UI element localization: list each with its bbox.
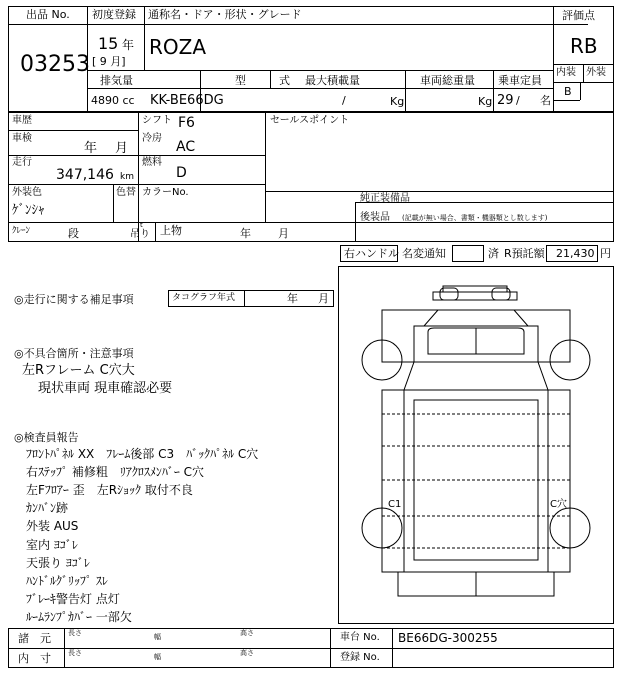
yen-unit: 円 <box>600 247 611 260</box>
specs-label: 諸 元 <box>18 632 51 645</box>
inspection-label: 車検 <box>12 133 32 144</box>
ext-color: ｹﾞﾝｼｬ <box>12 203 45 218</box>
total-weight-label: 車両総重量 <box>420 74 475 87</box>
car-name: ROZA <box>149 35 207 59</box>
defects-title: ◎不具合箇所・注意事項 <box>14 347 134 360</box>
lot-number: 03253 <box>20 52 90 77</box>
inspection-year: 年 <box>84 141 98 156</box>
deposit-amount: 21,430 <box>556 247 595 260</box>
interior-label: 内装 <box>556 67 576 78</box>
name-change-box <box>452 245 484 262</box>
inspection-month: 月 <box>115 141 129 156</box>
genuine-equipment-label: 純正装備品 <box>360 193 410 204</box>
type-label: 型 式 <box>235 74 290 87</box>
report-line: ｶﾝﾊﾞﾝ跡 <box>26 501 69 515</box>
rhd-label: 右ハンドル <box>344 247 399 260</box>
registration-label: 登録 No. <box>340 652 380 663</box>
capacity-unit: 名 <box>540 94 551 107</box>
inner-width-label: 幅 <box>154 653 161 661</box>
defect-line: 左Rフレーム C穴大 <box>22 363 135 378</box>
shift-label: シフト <box>142 115 172 126</box>
report-line: ﾌﾛﾝﾄﾊﾟﾈﾙ XX ﾌﾚｰﾑ後部 C3 ﾊﾞｯｸﾊﾟﾈﾙ C穴 <box>26 447 259 461</box>
aircon-value: AC <box>176 139 196 155</box>
name-change-label: 名変通知 <box>402 247 446 260</box>
model-type: KK-BE66DG <box>150 93 224 108</box>
damage-c1-label: C1 <box>388 499 402 510</box>
hook-label: 吊り <box>130 229 150 240</box>
displacement: 4890 cc <box>91 94 135 107</box>
stage-label: 段 <box>68 227 79 240</box>
chassis-number: BE66DG-300255 <box>398 631 498 645</box>
mileage-unit: km <box>120 172 134 182</box>
grade-label: 評価点 <box>562 9 595 22</box>
report-line: 天張り ﾖｺﾞﾚ <box>26 556 90 570</box>
kg-unit-2: Kg <box>478 95 493 108</box>
model-label: 通称名・ドア・形状・グレード <box>148 8 302 21</box>
max-load-sep: / <box>342 94 346 107</box>
overall-grade: RB <box>570 34 598 58</box>
upper-month: 月 <box>278 227 289 240</box>
width-label: 幅 <box>154 633 161 641</box>
report-line: 室内 ﾖｺﾞﾚ <box>26 538 78 552</box>
length-label: 長さ <box>68 629 82 637</box>
chassis-label: 車台 No. <box>340 632 380 643</box>
exterior-label: 外装 <box>586 67 606 78</box>
color-code-label: カラーNo. <box>142 187 189 198</box>
reg-year: 15 <box>98 34 119 53</box>
ton-label: t <box>140 221 143 229</box>
report-line: 左Fﾌﾛｱｰ 歪 左Rｼｮｯｸ 取付不良 <box>26 483 193 497</box>
inner-length-label: 長さ <box>68 649 82 657</box>
upper-year: 年 <box>240 227 251 240</box>
report-line: ﾊﾝﾄﾞﾙｸﾞﾘｯﾌﾟ ｽﾚ <box>26 574 108 588</box>
report-line: ﾌﾞﾚｰｷ警告灯 点灯 <box>26 592 120 606</box>
aftermarket-label: 後装品 <box>360 212 390 223</box>
interior-grade: B <box>564 85 572 98</box>
mileage-label: 走行 <box>12 157 32 168</box>
mileage: 347,146 <box>56 167 114 183</box>
vehicle-damage-diagram <box>338 266 614 624</box>
inspector-title: ◎検査員報告 <box>14 431 79 444</box>
report-line: 右ｽﾃｯﾌﾟ 補修粗 ﾘｱｸﾛｽﾒﾝﾊﾞｰ C穴 <box>26 465 205 479</box>
inner-size-label: 内 寸 <box>18 652 51 665</box>
tacho-month: 月 <box>318 292 329 305</box>
recycle-prefix: 済 <box>488 247 499 260</box>
displacement-label: 排気量 <box>100 74 133 87</box>
tachograph-label: タコグラフ年式 <box>172 293 236 303</box>
tacho-year: 年 <box>287 292 298 305</box>
capacity-sep: / <box>516 94 520 107</box>
capacity: 29 <box>497 93 514 108</box>
lot-label: 出品 No. <box>26 8 70 21</box>
fuel-label: 燃料 <box>142 157 162 168</box>
deposit-label: R預託額 <box>504 247 545 260</box>
running-title: ◎走行に関する補足事項 <box>14 293 134 306</box>
sales-point-label: セールスポイント <box>270 115 350 126</box>
ext-color-label: 外装色 <box>12 187 42 198</box>
max-load-label: 最大積載量 <box>305 74 360 87</box>
shift-value: F6 <box>178 115 195 131</box>
defect-line: 現状車両 現車確認必要 <box>38 381 173 396</box>
history-label: 車歴 <box>12 115 32 126</box>
reg-year-unit: 年 <box>122 38 135 52</box>
report-line: 外装 AUS <box>26 519 79 533</box>
color-change-label: 色替 <box>116 187 136 198</box>
inner-height-label: 高さ <box>240 649 254 657</box>
upper-label: 上物 <box>160 224 182 237</box>
kg-unit-1: Kg <box>390 95 405 108</box>
crane-label: ｸﾚｰﾝ <box>12 226 31 236</box>
damage-chole-label: C穴 <box>550 499 567 510</box>
report-line: ﾙｰﾑﾗﾝﾌﾟｶﾊﾞｰ 一部欠 <box>26 610 132 624</box>
height-label: 高さ <box>240 629 254 637</box>
fuel-value: D <box>176 165 187 181</box>
aftermarket-note: (記載が無い場合、書類・機器類とし数します) <box>402 214 548 222</box>
reg-month: [ 9 月] <box>92 55 126 68</box>
capacity-label: 乗車定員 <box>498 74 542 87</box>
first-reg-label: 初度登録 <box>92 8 136 21</box>
aircon-label: 冷房 <box>142 133 162 144</box>
